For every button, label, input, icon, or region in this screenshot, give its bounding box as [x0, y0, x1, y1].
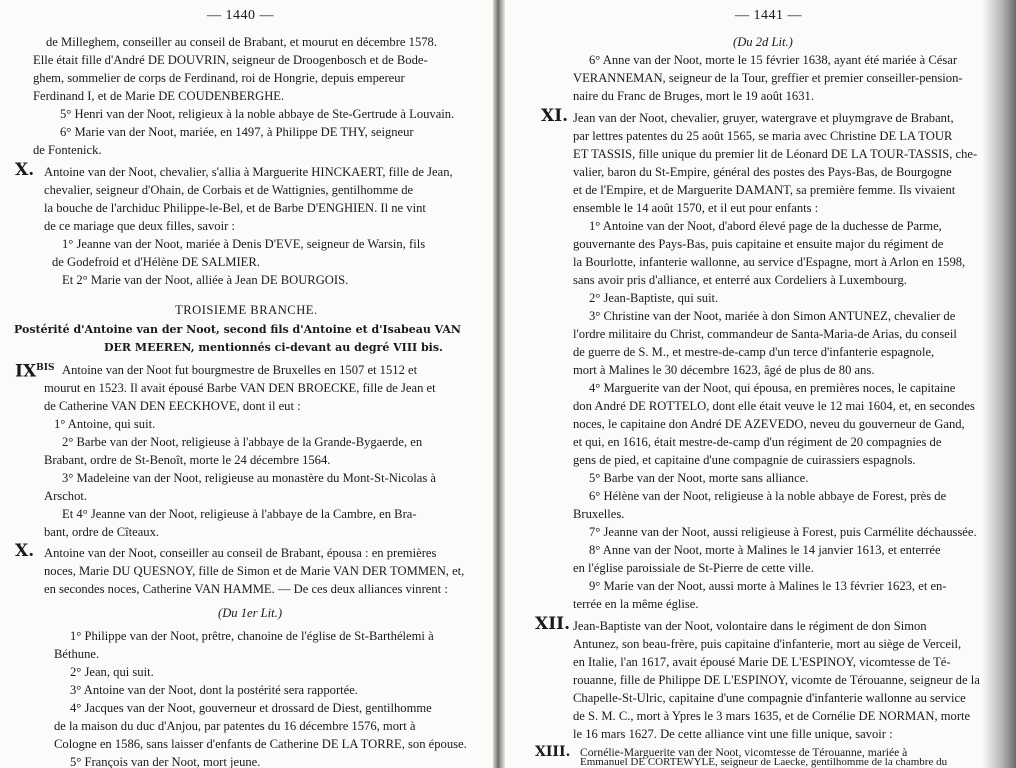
text-line: Et 4° Jeanne van der Noot, religieuse à l'abbaye de la Cambre, en Bra- — [62, 507, 417, 521]
text-line: Cologne en 1586, sans laisser d'enfants de Catherine DE LA TORRE, son épouse. — [54, 737, 467, 751]
text-line: Antoine van der Noot, conseiller au conseil de Brabant, épousa : en premières — [44, 546, 437, 560]
text-line: 1° Antoine, qui suit. — [54, 417, 156, 431]
text-line: Jean-Baptiste van der Noot, volontaire dans le régiment de don Simon — [573, 619, 927, 633]
text-line: de guerre de S. M., et mestre-de-camp d'un terce d'infanterie espagnole, — [573, 345, 935, 359]
text-line: 1° Philippe van der Noot, prêtre, chanoine de l'église de St-Barthélemi à — [70, 629, 434, 643]
text-line: l'ordre militaire du Christ, commandeur de Santa-Maria-de Arias, du conseil — [573, 327, 957, 341]
degree-number: XIII. — [535, 744, 571, 760]
text-line: Et 2° Marie van der Noot, alliée à Jean DE BOURGOIS. — [62, 273, 349, 287]
text-line: chevalier, seigneur d'Ohain, de Corbais et de Wattignies, gentilhomme de — [44, 183, 414, 197]
text-line: ghem, sommelier de corps de Ferdinand, roi de Hongrie, depuis empereur — [33, 71, 405, 85]
text-line: en l'église paroissiale de St-Pierre de cette ville. — [573, 561, 814, 575]
text-line: 4° Marguerite van der Noot, qui épousa, en premières noces, le capitaine — [589, 381, 956, 395]
text-line: la bouche de l'archiduc Philippe-le-Bel, et de Barbe D'ENGHIEN. Il ne vint — [44, 201, 426, 215]
text-line: Jean van der Noot, chevalier, gruyer, watergrave et pluymgrave de Brabant, — [573, 111, 954, 125]
degree-number: XII. — [535, 614, 571, 634]
text-line: 6° Marie van der Noot, mariée, en 1497, à Philippe DE THY, seigneur — [60, 125, 414, 139]
right-page-number: — 1441 — — [735, 8, 802, 23]
text-line: par lettres patentes du 25 août 1565, se maria avec Christine DE LA TOUR — [573, 129, 953, 143]
text-line: ensemble le 14 août 1570, et il eut pour enfants : — [573, 201, 819, 215]
text-line: de S. M. C., mort à Ypres le 3 mars 1635, et de Cornélie DE NORMAN, morte — [573, 709, 971, 723]
text-line: Béthune. — [54, 647, 100, 661]
text-line: 9° Marie van der Noot, aussi morte à Malines le 13 février 1623, et en- — [589, 579, 947, 593]
text-line: 5° Henri van der Noot, religieux à la noble abbaye de Ste-Gertrude à Louvain. — [60, 107, 455, 121]
degree-number: $IX^{BIS}$ — [15, 361, 55, 382]
left-page-number: — 1440 — — [207, 8, 274, 23]
text-line: ET TASSIS, fille unique du premier lit de Léonard DE LA TOUR-TASSIS, che- — [573, 147, 978, 161]
text-line: sans avoir pris d'alliance, et enterré aux Cordeliers à Luxembourg. — [573, 273, 907, 287]
text-line: de Milleghem, conseiller au conseil de Brabant, et mourut en décembre 1578. — [46, 35, 437, 49]
section-subheading: Postérité d'Antoine van der Noot, second fils d'Antoine et d'Isabeau VAN — [14, 323, 461, 336]
book-gutter — [493, 0, 505, 768]
text-line: mort à Malines le 30 décembre 1623, âgé de plus de 80 ans. — [573, 363, 875, 377]
text-line: 2° Barbe van der Noot, religieuse à l'abbaye de la Grande-Bygaerde, en — [62, 435, 423, 449]
text-line: rouanne, fille de Philippe DE L'ESPINOY, vicomte de Térouanne, seigneur de la — [573, 673, 980, 687]
text-line: mourut en 1523. Il avait épousé Barbe VAN DEN BROECKE, fille de Jean et — [44, 381, 436, 395]
text-line: noces, le capitaine don André DE AZEVEDO, neveu du gouverneur de Gand, — [573, 417, 965, 431]
text-line: Bruxelles. — [573, 507, 625, 521]
text-line: de la maison du duc d'Anjou, par patentes du 16 décembre 1576, mort à — [54, 719, 416, 733]
text-line: 6° Hélène van der Noot, religieuse à la noble abbaye de Forest, près de — [589, 489, 947, 503]
right-page — [505, 0, 1016, 768]
text-line: 5° Barbe van der Noot, morte sans alliance. — [589, 471, 809, 485]
text-line: valier, baron du St-Empire, général des postes des Pays-Bas, de Bourgogne — [573, 165, 952, 179]
text-line: de Catherine VAN DEN EECKHOVE, dont il eut : — [44, 399, 301, 413]
text-line: terrée en la même église. — [573, 597, 699, 611]
text-line: en secondes noces, Catherine VAN HAMME. — De ces deux alliances vinrent : — [44, 582, 448, 596]
text-line: Antoine van der Noot, chevalier, s'allia à Marguerite HINCKAERT, fille de Jean, — [44, 165, 453, 179]
text-line: et de l'Empire, et de Marguerite DAMANT, sa première femme. Ils vivaient — [573, 183, 956, 197]
lit-heading: (Du 1er Lit.) — [218, 606, 283, 620]
text-line: en Italie, l'an 1617, avait épousé Marie DE L'ESPINOY, vicomtesse de Té- — [573, 655, 951, 669]
text-line: Arschot. — [44, 489, 88, 503]
text-line: 3° Madeleine van der Noot, religieuse au monastère du Mont-St-Nicolas à — [62, 471, 436, 485]
text-line: gouvernante des Pays-Bas, puis capitaine et ensuite major du régiment de — [573, 237, 944, 251]
text-line: 5° François van der Noot, mort jeune. — [70, 755, 261, 768]
left-page — [0, 0, 493, 768]
text-line: noces, Marie DU QUESNOY, fille de Simon et de Marie VAN DER TOMMEN, et, — [44, 564, 465, 578]
text-line: Chapelle-St-Ulric, capitaine d'une compagnie d'infanterie wallonne au service — [573, 691, 966, 705]
text-line: bant, ordre de Cîteaux. — [44, 525, 160, 539]
text-line: 3° Antoine van der Noot, dont la postérité sera rapportée. — [70, 683, 358, 697]
text-line: de ce mariage que deux filles, savoir : — [44, 219, 235, 233]
text-line: la Bourlotte, infanterie wallonne, au service d'Espagne, mort à Arlon en 1598, — [573, 255, 966, 269]
text-line: don André DE ROTTELO, dont elle était veuve le 12 mai 1604, et, en secondes — [573, 399, 975, 413]
text-line: de Godefroid et d'Hélène DE SALMIER. — [52, 255, 260, 269]
text-line: et qui, en 1616, était mestre-de-camp d'un régiment de 20 compagnies de — [573, 435, 942, 449]
text-line: 1° Jeanne van der Noot, mariée à Denis D'EVE, seigneur de Warsin, fils — [62, 237, 426, 251]
degree-number: X. — [15, 160, 35, 180]
lit-heading: (Du 2d Lit.) — [733, 35, 793, 49]
text-line: Antunez, son beau-frère, puis capitaine d'infanterie, mort au siège de Verceil, — [573, 637, 962, 651]
page-edge-shadow — [982, 0, 1016, 768]
text-line: 4° Jacques van der Noot, gouverneur et drossard de Diest, gentilhomme — [70, 701, 432, 715]
text-line: 2° Jean-Baptiste, qui suit. — [589, 291, 719, 305]
text-line: 8° Anne van der Noot, morte à Malines le 14 janvier 1613, et enterrée — [589, 543, 941, 557]
text-line: de Fontenick. — [33, 143, 102, 157]
text-line: 7° Jeanne van der Noot, aussi religieuse à Forest, puis Carmélite déchaussée. — [589, 525, 977, 539]
text-line: Emmanuel DE CORTEWYLE, seigneur de Laecke, gentilhomme de la chambre du — [580, 756, 948, 768]
text-line: Elle était fille d'André DE DOUVRIN, seigneur de Droogenbosch et de Bode- — [33, 53, 428, 67]
text-line: Brabant, ordre de St-Benoît, morte le 24 décembre 1564. — [44, 453, 331, 467]
degree-number: XI. — [541, 106, 569, 126]
section-heading: TROISIEME BRANCHE. — [175, 303, 318, 317]
text-line: gens de pied, et capitaine d'une compagnie de cuirassiers espagnols. — [573, 453, 916, 467]
text-line: 3° Christine van der Noot, mariée à don Simon ANTUNEZ, chevalier de — [589, 309, 956, 323]
text-line: Ferdinand I, et de Marie DE COUDENBERGHE. — [33, 89, 285, 103]
text-line: naire du Franc de Bruges, mort le 19 août 1631. — [573, 89, 814, 103]
text-line: 2° Jean, qui suit. — [70, 665, 154, 679]
text-line: Antoine van der Noot fut bourgmestre de Bruxelles en 1507 et 1512 et — [62, 363, 418, 377]
text-line: Cornélie-Marguerite van der Noot, vicomtesse de Térouanne, mariée à — [580, 746, 908, 759]
section-subheading: DER MEEREN, mentionnés ci-devant au degré VIII bis. — [104, 341, 443, 354]
text-line: le 16 mars 1627. De cette alliance vint une fille unique, savoir : — [573, 727, 893, 741]
degree-number: X. — [15, 541, 35, 561]
text-line: VERANNEMAN, seigneur de la Tour, greffier et premier conseiller-pension- — [573, 71, 963, 85]
text-line: 6° Anne van der Noot, morte le 15 février 1638, ayant été mariée à César — [589, 53, 958, 67]
text-line: 1° Antoine van der Noot, d'abord élevé page de la duchesse de Parme, — [589, 219, 942, 233]
